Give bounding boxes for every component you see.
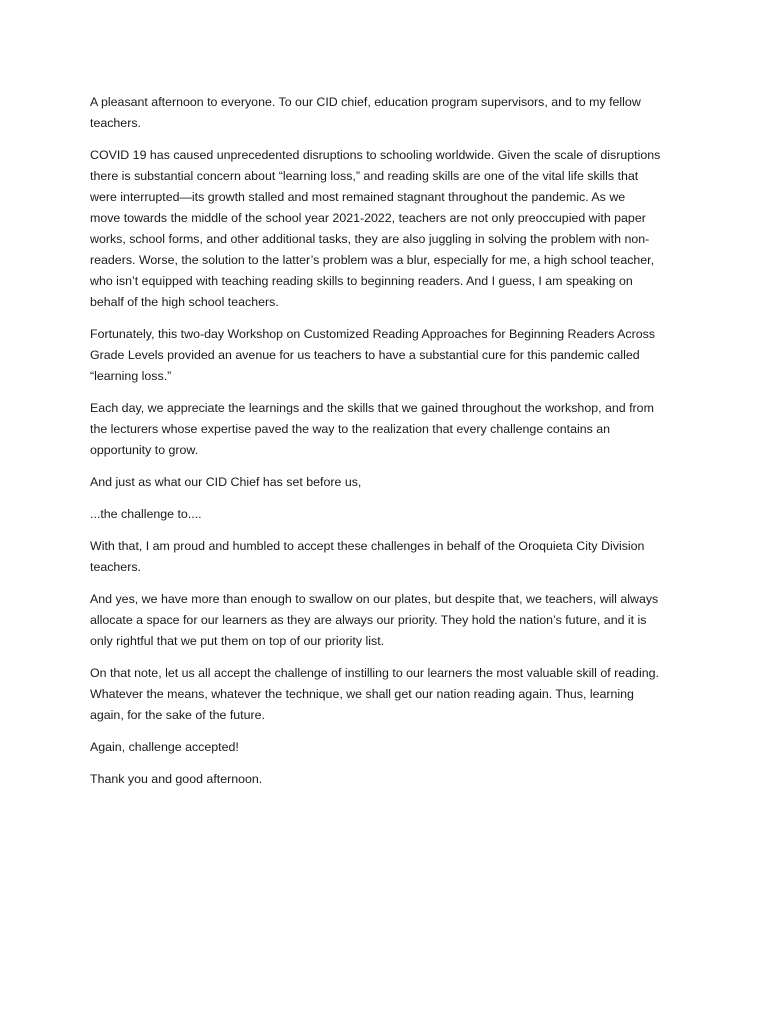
covid-context-paragraph: COVID 19 has caused unprecedented disruptions to schooling worldwide. Given the scale of disruptions there is substantial concern about “learning loss,” and reading skills are one of the vital life skills that were interrupted—its growth stalled and most remained stagnant throughout the pandemic. As we move towards the middle of the school year 2021-2022, teachers are not only preoccupied with paper works, school forms, and other additional tasks, they are also juggling in solving the problem with non- readers. Worse, the solution to the latter’s problem was a blur, especially for me, a high school teacher, who isn’t equipped with teaching reading skills to beginning readers. And I guess, I am speaking on behalf of the high school teachers.: [90, 148, 661, 309]
workshop-paragraph: Fortunately, this two-day Workshop on Customized Reading Approaches for Beginning Readers Across Grade Levels provided an avenue for us teachers to have a substantial cure for this pandemic called “learning loss.”: [90, 327, 655, 383]
challenge-accepted-paragraph: Again, challenge accepted!: [90, 740, 239, 754]
challenge-paragraph: ...the challenge to....: [90, 507, 202, 521]
closing-paragraph: Thank you and good afternoon.: [90, 772, 263, 786]
cid-chief-paragraph: And just as what our CID Chief has set before us,: [90, 475, 362, 489]
greeting-paragraph: A pleasant afternoon to everyone. To our CID chief, education program supervisors, and to my fellow teachers.: [90, 95, 641, 130]
appreciation-paragraph: Each day, we appreciate the learnings and the skills that we gained throughout the workshop, and from the lecturers whose expertise paved the way to the realization that every challenge contains an opportunity to grow.: [90, 401, 654, 457]
reading-skill-paragraph: On that note, let us all accept the challenge of instilling to our learners the most valuable skill of reading. Whatever the means, whatever the technique, we shall get our nation reading again. Thus, learning again, for the sake of the future.: [90, 666, 659, 722]
priority-paragraph: And yes, we have more than enough to swallow on our plates, but despite that, we teachers, will always allocate a space for our learners as they are always our priority. They hold the nation’s future, and it is only rightful that we put them on top of our priority list.: [90, 592, 659, 648]
acceptance-paragraph: With that, I am proud and humbled to accept these challenges in behalf of the Oroquieta City Division teachers.: [90, 539, 645, 574]
document-page: [90, 92, 680, 801]
